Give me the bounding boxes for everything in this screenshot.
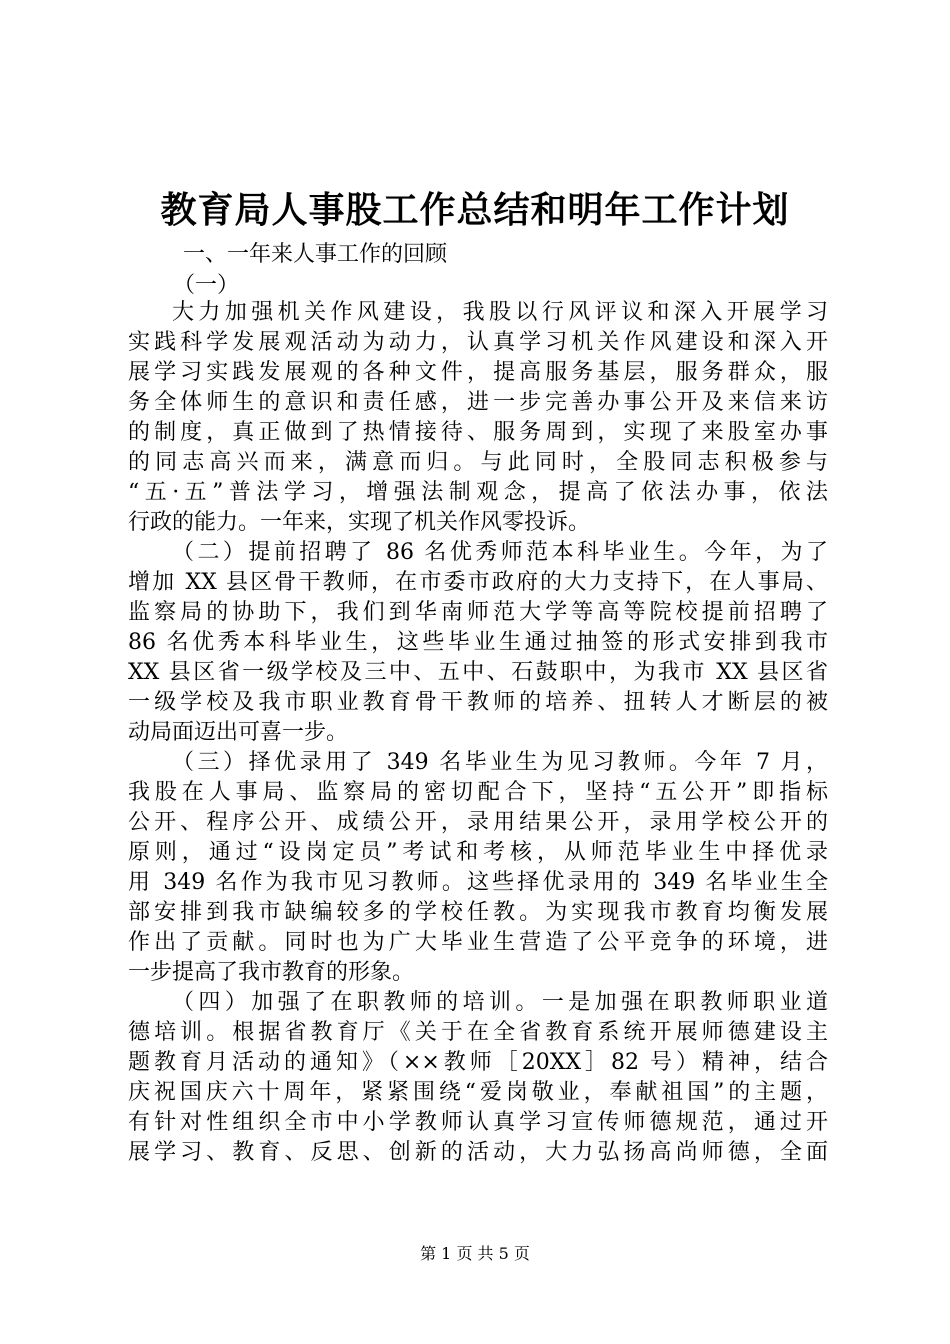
body-line: 的制度，真正做到了热情接待、服务周到，实现了来股室办事 — [128, 420, 828, 445]
body-line: 监察局的协助下，我们到华南师范大学等高等院校提前招聘了 — [128, 600, 828, 625]
body-line: 我股在人事局、监察局的密切配合下，坚持“五公开”即指标 — [128, 780, 828, 805]
body-line: 作出了贡献。同时也为广大毕业生营造了公平竞争的环境，进 — [128, 930, 828, 955]
subsection-marker: （一） — [173, 273, 240, 298]
body-line: 公开、程序公开、成绩公开，录用结果公开，录用学校公开的 — [128, 810, 828, 835]
body-line: 有针对性组织全市中小学教师认真学习宣传师德规范，通过开 — [128, 1110, 828, 1135]
document-body — [128, 298, 828, 1168]
body-line: 庆祝国庆六十周年，紧紧围绕“爱岗敬业，奉献祖国”的主题， — [128, 1080, 828, 1105]
body-line: XX 县区省一级学校及三中、五中、石鼓职中，为我市 XX 县区省 — [128, 660, 828, 685]
body-line: 增加 XX 县区骨干教师，在市委市政府的大力支持下，在人事局、 — [128, 570, 828, 595]
body-line: 实践科学发展观活动为动力，认真学习机关作风建设和深入开 — [128, 330, 828, 355]
body-line: 86 名优秀本科毕业生，这些毕业生通过抽签的形式安排到我市 — [128, 630, 828, 655]
body-line: 务全体师生的意识和责任感，进一步完善办事公开及来信来访 — [128, 390, 828, 415]
body-line: 部安排到我市缺编较多的学校任教。为实现我市教育均衡发展 — [128, 900, 828, 925]
body-line: 题教育月活动的通知》（××教师［20XX］82 号）精神，结合 — [128, 1050, 828, 1075]
body-line: 展学习实践发展观的各种文件，提高服务基层，服务群众，服 — [128, 360, 828, 385]
body-line: 一级学校及我市职业教育骨干教师的培养、扭转人才断层的被 — [128, 690, 828, 715]
body-line: 德培训。根据省教育厅《关于在全省教育系统开展师德建设主 — [128, 1020, 828, 1045]
body-line: 原则，通过“设岗定员”考试和考核，从师范毕业生中择优录 — [128, 840, 828, 865]
body-line: （二）提前招聘了 86 名优秀师范本科毕业生。今年，为了 — [172, 540, 828, 565]
page-footer: 第 1 页 共 5 页 — [420, 1244, 530, 1263]
body-line: （三）择优录用了 349 名毕业生为见习教师。今年 7 月， — [172, 750, 828, 775]
body-line: 行政的能力。一年来，实现了机关作风零投诉。 — [128, 510, 591, 535]
body-line: 的同志高兴而来，满意而归。与此同时，全股同志积极参与 — [128, 450, 828, 475]
body-line: “五·五”普法学习，增强法制观念，提高了依法办事，依法 — [128, 480, 828, 505]
body-line: 展学习、教育、反思、创新的活动，大力弘扬高尚师德，全面 — [128, 1140, 828, 1165]
body-line: 用 349 名作为我市见习教师。这些择优录用的 349 名毕业生全 — [128, 870, 828, 895]
section-heading: 一、一年来人事工作的回顾 — [183, 242, 448, 267]
body-line: 一步提高了我市教育的形象。 — [128, 960, 415, 985]
body-line: 大力加强机关作风建设，我股以行风评议和深入开展学习 — [172, 300, 828, 325]
body-line: （四）加强了在职教师的培训。一是加强在职教师职业道 — [172, 990, 828, 1015]
document-title: 教育局人事股工作总结和明年工作计划 — [160, 189, 790, 231]
body-line: 动局面迈出可喜一步。 — [128, 720, 349, 745]
